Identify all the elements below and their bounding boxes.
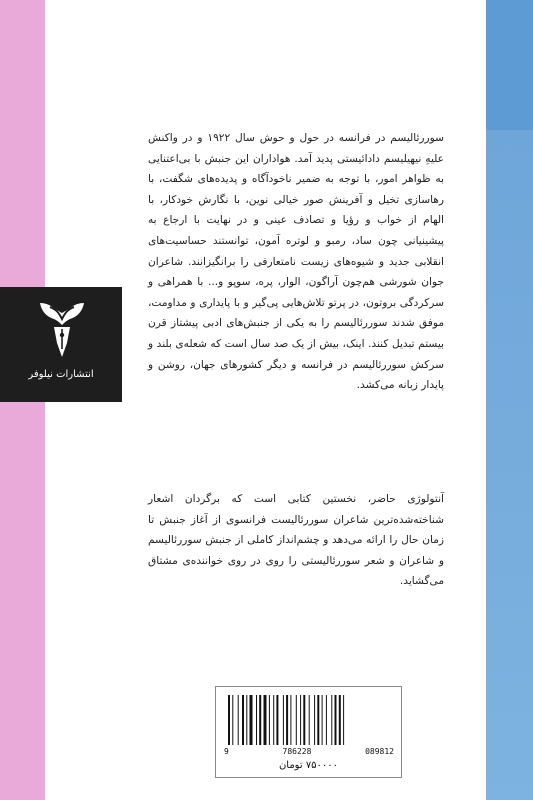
- paragraph-text: سوررئالیسم در فرانسه در حول و حوش سال ۱۹۲۲ و در واکنش علیهِ نیهیلیسم دادائیستی پدید آمد. هواداران این جنبش با بی‌اعتنایی به ظواهر امور، با توجه به ضمیر ناخودآگاه و پدیده‌های شگفت، با رهاسازی تخیل و آفرینش صور خیالی نوین، با نگارش خودکار، با الهام از خواب و رؤیا و تصادف عینی و در نهایت با ارجاع به پیشینیانی چون ساد، رمبو و لوتره آمون، توانستند حساسیت‌های انقلابی جدید و شیوه‌های زیست نامتعارفی را برانگیزانند. شاعران جوان شورشی هم‌چون آراگون، الوار، پره، سوپو و... با همراهی و سرکردگی بروتون، در پرتو تلاش‌هایی پی‌گیر و با پایداری و مداومت، موفق شدند سوررئالیسم را به یکی از جنبش‌های ادبی پیشتاز قرن بیستم تبدیل کنند. اینک، بیش از یک صد سال است که شعله‌ی بلند و سرکش سوررئالیسم در فرانسه و دیگر کشورهای جهان، روشن و پایدار زبانه می‌کشد.: [148, 132, 444, 392]
- barcode-bar: [232, 695, 233, 745]
- barcode-bars: [226, 695, 391, 747]
- paragraph-text: آنتولوژی حاضر، نخستین کتابی است که برگردان اشعار شناخته‌شده‌ترین شاعران سوررئالیست فرانسوی از آغاز جنبش تا زمان حال را ارائه می‌دهد و چشم‌انداز کاملی از جنبش سوررئالیسم و شاعران و شعر سوررئالیستی را روی در روی خواننده‌ی مشتاق می‌گشاید.: [148, 493, 444, 588]
- publisher-logo-icon: [36, 299, 88, 361]
- description-paragraph-1: [148, 128, 444, 396]
- barcode-bar: [317, 695, 319, 745]
- isbn-group-1: 786228: [282, 747, 312, 756]
- barcode-bar: [331, 695, 332, 745]
- barcode-bar: [273, 695, 274, 745]
- barcode-bar: [256, 695, 257, 745]
- barcode-bar: [286, 695, 288, 745]
- barcode-bar: [259, 695, 261, 745]
- barcode-bar: [242, 695, 244, 745]
- publisher-badge: [0, 287, 122, 402]
- barcode-bar: [246, 695, 247, 745]
- barcode-bar: [309, 695, 310, 745]
- barcode-bar: [238, 695, 239, 745]
- barcode-bar: [264, 695, 267, 745]
- isbn-digits: [224, 747, 394, 756]
- price-label: ۷۵۰۰۰۰ تومان: [278, 760, 339, 771]
- barcode-bar: [296, 695, 297, 745]
- isbn-group-2: 089812: [365, 747, 394, 756]
- barcode-bar: [303, 695, 305, 745]
- barcode-bar: [269, 695, 270, 745]
- isbn-prefix: 9: [224, 747, 229, 756]
- barcode-bar: [335, 695, 337, 745]
- barcode-bar: [300, 695, 301, 745]
- barcode-bar: [290, 695, 291, 745]
- barcode-bar: [326, 695, 327, 745]
- barcode-area: [215, 686, 402, 778]
- barcode-bar: [314, 695, 315, 745]
- barcode-bar: [339, 695, 341, 745]
- barcode-bar: [250, 695, 253, 745]
- barcode-bar: [322, 695, 323, 745]
- barcode-bar: [283, 695, 284, 745]
- barcode-bar: [276, 695, 278, 745]
- right-color-stripe: [486, 0, 533, 800]
- description-paragraph-2: [148, 489, 444, 592]
- publisher-name: انتشارات نیلوفر: [28, 369, 94, 380]
- barcode-bar: [343, 695, 344, 745]
- barcode-bar: [228, 695, 230, 745]
